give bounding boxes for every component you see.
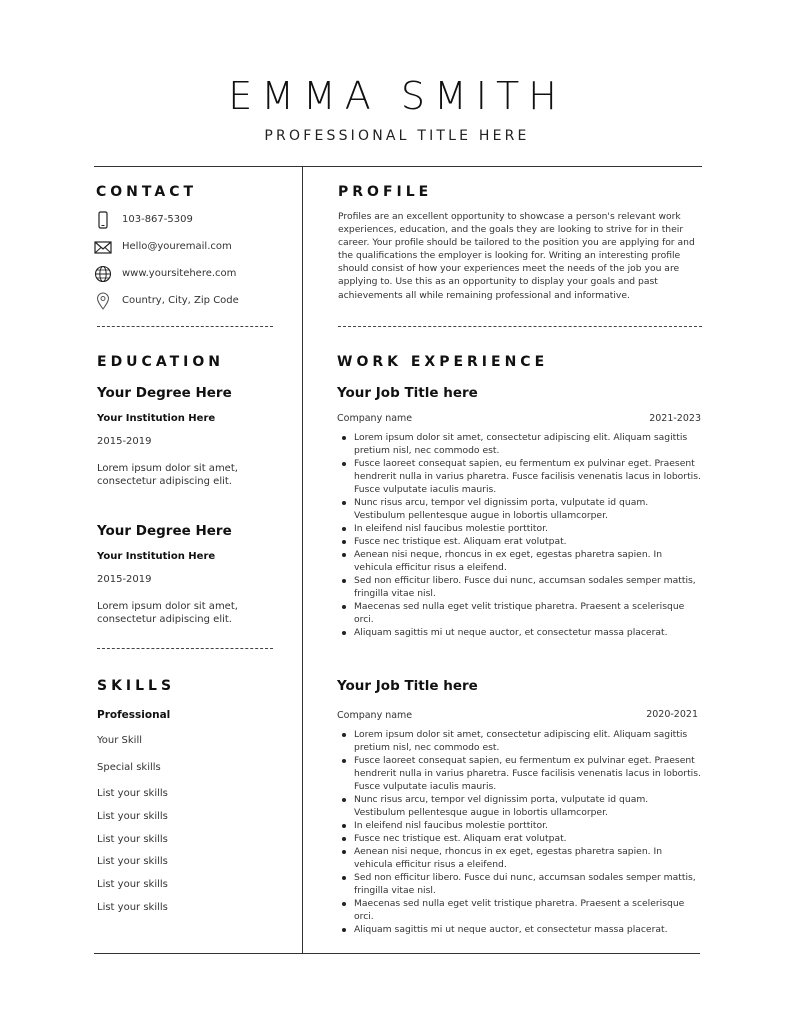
contact-website-text: www.yoursitehere.com — [122, 268, 237, 279]
job-bullet: Fusce laoreet consequat sapien, eu fermentum ex pulvinar eget. Praesent hendrerit nulla in varius pharetra. Fusce facilisis venenatis lacus in lobortis. Fusce vulputate iaculis mauris. — [340, 457, 702, 496]
contact-location-text: Country, City, Zip Code — [122, 295, 239, 306]
education-degree-2: Your Degree Here — [97, 523, 232, 539]
job-bullet: Nunc risus arcu, tempor vel dignissim porta, vulputate id quam. Vestibulum pellentesque augue in lobortis ullamcorper. — [340, 793, 702, 819]
education-years-1: 2015-2019 — [97, 436, 152, 447]
skill-item: Your Skill — [97, 735, 142, 746]
skills-heading: SKILLS — [97, 678, 176, 694]
professional-title: PROFESSIONAL TITLE HERE — [264, 128, 530, 144]
contact-separator — [97, 326, 273, 327]
skills-subheading: Professional — [97, 709, 171, 721]
column-divider — [302, 166, 303, 953]
contact-email — [94, 238, 232, 256]
resume-name: EMMA SMITH — [228, 74, 566, 118]
education-description-2: Lorem ipsum dolor sit amet, consectetur adipiscing elit. — [97, 601, 238, 625]
top-divider — [94, 166, 702, 167]
education-institution-1: Your Institution Here — [97, 413, 216, 424]
job-bullet: In eleifend nisl faucibus molestie porttitor. — [340, 522, 702, 535]
job-bullets-2 — [340, 728, 702, 936]
job-bullet: Nunc risus arcu, tempor vel dignissim porta, vulputate id quam. Vestibulum pellentesque augue in lobortis ullamcorper. — [340, 496, 702, 522]
job-bullet: Aenean nisi neque, rhoncus in ex eget, egestas pharetra sapien. In vehicula efficitur risus a eleifend. — [340, 845, 702, 871]
mail-icon — [94, 238, 112, 256]
work-experience-heading: WORK EXPERIENCE — [337, 354, 549, 370]
job-title-1: Your Job Title here — [337, 385, 478, 401]
job-bullet: In eleifend nisl faucibus molestie porttitor. — [340, 819, 702, 832]
job-dates-1: 2021-2023 — [649, 413, 701, 424]
profile-heading: PROFILE — [338, 184, 433, 200]
contact-email-text: Hello@youremail.com — [122, 241, 232, 252]
education-years-2: 2015-2019 — [97, 574, 152, 585]
job-bullet: Aliquam sagittis mi ut neque auctor, et consectetur massa placerat. — [340, 923, 702, 936]
skill-item: Special skills — [97, 762, 161, 773]
education-degree-1: Your Degree Here — [97, 385, 232, 401]
company-name-1: Company name — [337, 413, 413, 424]
job-bullet: Lorem ipsum dolor sit amet, consectetur adipiscing elit. Aliquam sagittis pretium nisl, nec commodo est. — [340, 431, 702, 457]
job-bullet: Aliquam sagittis mi ut neque auctor, et consectetur massa placerat. — [340, 626, 702, 639]
job-bullet: Fusce nec tristique est. Aliquam erat volutpat. — [340, 832, 702, 845]
job-bullet: Sed non efficitur libero. Fusce dui nunc, accumsan sodales semper mattis, fringilla vitae nisl. — [340, 574, 702, 600]
contact-phone — [94, 211, 193, 229]
skill-item: List your skills — [97, 856, 168, 867]
contact-phone-text: 103-867-5309 — [122, 214, 193, 225]
education-heading: EDUCATION — [97, 354, 224, 370]
job-bullet: Maecenas sed nulla eget velit tristique pharetra. Praesent a scelerisque orci. — [340, 600, 702, 626]
contact-heading: CONTACT — [96, 184, 198, 200]
phone-icon — [94, 211, 112, 229]
contact-location — [94, 292, 239, 310]
job-bullet: Aenean nisi neque, rhoncus in ex eget, egestas pharetra sapien. In vehicula efficitur risus a eleifend. — [340, 548, 702, 574]
profile-text: Profiles are an excellent opportunity to showcase a person's relevant work experiences, education, and the goals they are looking to strive for in their career. Your profile should be tailored to the position you are applying for and the qualifications the employer is looking for. Writing an interesting profile should consist of how your experiences meet the needs of the job you are applying to. Use this as an opportunity to display your goals and past achievements all while remaining professional and informative. — [338, 211, 695, 301]
education-separator — [97, 648, 273, 649]
job-bullet: Sed non efficitur libero. Fusce dui nunc, accumsan sodales semper mattis, fringilla vitae nisl. — [340, 871, 702, 897]
job-dates-2: 2020-2021 — [646, 709, 698, 720]
job-bullet: Maecenas sed nulla eget velit tristique pharetra. Praesent a scelerisque orci. — [340, 897, 702, 923]
skill-item: List your skills — [97, 788, 168, 799]
education-description-1: Lorem ipsum dolor sit amet, consectetur adipiscing elit. — [97, 463, 238, 487]
location-pin-icon — [94, 292, 112, 310]
job-bullet: Fusce nec tristique est. Aliquam erat volutpat. — [340, 535, 702, 548]
job-bullet: Lorem ipsum dolor sit amet, consectetur adipiscing elit. Aliquam sagittis pretium nisl, nec commodo est. — [340, 728, 702, 754]
skill-item: List your skills — [97, 879, 168, 890]
job-bullets-1 — [340, 431, 702, 639]
education-institution-2: Your Institution Here — [97, 551, 216, 562]
skill-item: List your skills — [97, 834, 168, 845]
contact-website — [94, 265, 237, 283]
skill-item: List your skills — [97, 902, 168, 913]
company-name-2: Company name — [337, 710, 413, 721]
profile-separator — [338, 326, 702, 327]
job-title-2: Your Job Title here — [337, 678, 478, 694]
job-bullet: Fusce laoreet consequat sapien, eu fermentum ex pulvinar eget. Praesent hendrerit nulla in varius pharetra. Fusce facilisis venenatis lacus in lobortis. Fusce vulputate iaculis mauris. — [340, 754, 702, 793]
bottom-divider — [94, 953, 700, 954]
globe-icon — [94, 265, 112, 283]
skill-item: List your skills — [97, 811, 168, 822]
